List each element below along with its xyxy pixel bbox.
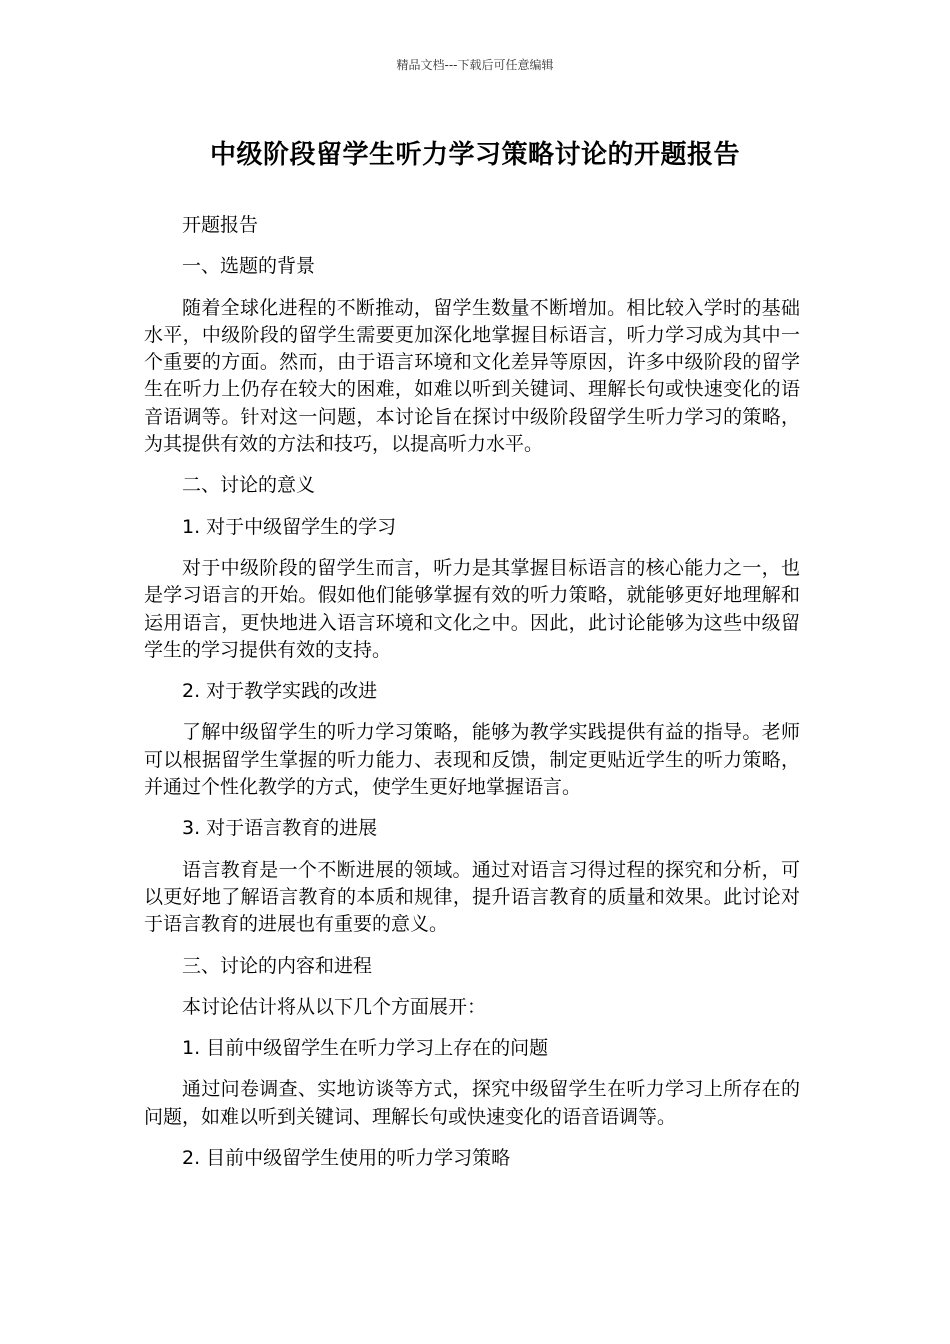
section-3-1-paragraph: 通过问卷调查、实地访谈等方式，探究中级留学生在听力学习上所存在的问题，如难以听到关键词、理解长句或快速变化的语音语调等。 [144, 1078, 800, 1128]
section-1-paragraph: 随着全球化进程的不断推动，留学生数量不断增加。相比较入学时的基础水平，中级阶段的留学生需要更加深化地掌握目标语言，听力学习成为其中一个重要的方面。然而，由于语言环境和文化差异等原因，许多中级阶段的留学生在听力上仍存在较大的困难，如难以听到关键词、理解长句或快速变化的语音语调等。针对这一问题，本讨论旨在探讨中级阶段留学生听力学习的策略，为其提供有效的方法和技巧，以提高听力水平。 [144, 296, 800, 456]
section-2-1-heading: 1. 对于中级留学生的学习 [182, 515, 397, 538]
section-3-heading: 三、讨论的内容和进程 [182, 954, 373, 977]
section-2-heading: 二、讨论的意义 [182, 474, 316, 497]
document-body [144, 212, 800, 1172]
section-2-2-paragraph: 了解中级留学生的听力学习策略，能够为教学实践提供有益的指导。老师可以根据留学生掌握的听力能力、表现和反馈，制定更贴近学生的听力策略，并通过个性化教学的方式，使学生更好地掌握语言。 [144, 721, 800, 799]
section-2-3-heading: 3. 对于语言教育的进展 [182, 817, 378, 840]
section-3-1-heading: 1. 目前中级留学生在听力学习上存在的问题 [182, 1037, 549, 1060]
section-3-intro: 本讨论估计将从以下几个方面展开： [182, 995, 487, 1018]
section-1-heading: 一、选题的背景 [182, 255, 316, 278]
section-2-2-heading: 2. 对于教学实践的改进 [182, 680, 378, 703]
report-label: 开题报告 [182, 214, 259, 236]
section-2-1-paragraph: 对于中级阶段的留学生而言，听力是其掌握目标语言的核心能力之一，也是学习语言的开始。假如他们能够掌握有效的听力策略，就能够更好地理解和运用语言，更快地进入语言环境和文化之中。因此，此讨论能够为这些中级留学生的学习提供有效的支持。 [144, 556, 800, 661]
document-title: 中级阶段留学生听力学习策略讨论的开题报告 [209, 140, 740, 170]
header-note: 精品文档---下载后可任意编辑 [396, 58, 554, 72]
section-3-2-heading: 2. 目前中级留学生使用的听力学习策略 [182, 1147, 511, 1170]
section-2-3-paragraph: 语言教育是一个不断进展的领域。通过对语言习得过程的探究和分析，可以更好地了解语言教育的本质和规律，提升语言教育的质量和效果。此讨论对于语言教育的进展也有重要的意义。 [144, 858, 800, 936]
